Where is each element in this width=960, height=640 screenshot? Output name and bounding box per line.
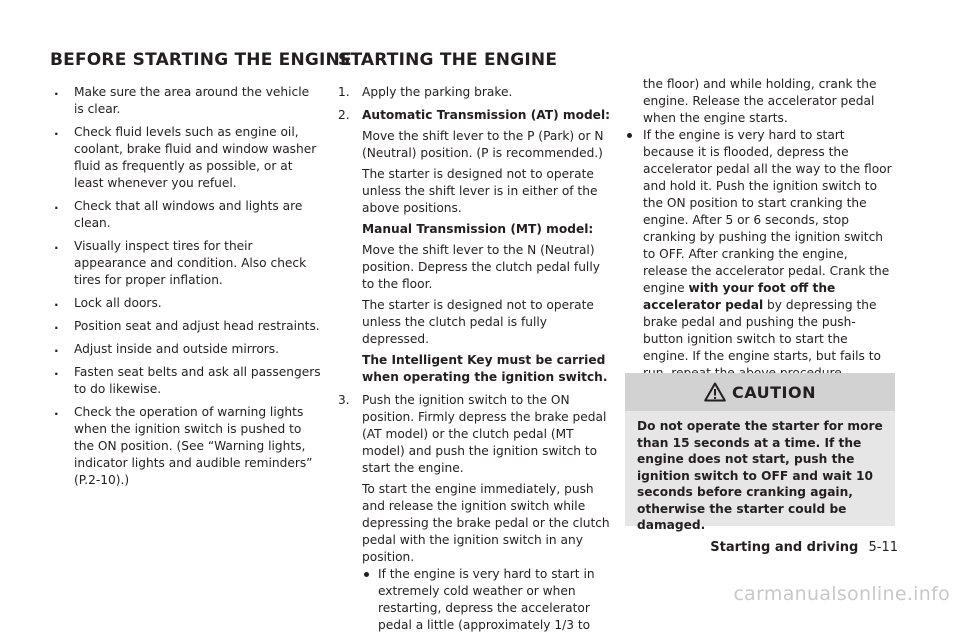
paragraph: To start the engine immediately, push and release the ignition switch while depressing the brake pedal or the clutch pedal with the ignition switch in any position.: [362, 482, 610, 564]
caution-box: [625, 373, 895, 532]
list-item: . Check the operation of warning lights when the ignition switch is pushed to the ON position. (See “Warning lights, indicator lights and audible reminders” (P.2-10).): [50, 404, 322, 489]
bullet-list: [625, 127, 895, 382]
bullet-emphasis: with your foot off the accelerator pedal: [643, 281, 836, 312]
watermark: carmanualsonline.info: [733, 583, 950, 605]
before-starting-column: [50, 50, 352, 495]
caution-title: CAUTION: [732, 382, 816, 402]
step-3: [338, 392, 613, 634]
list-item: . Make sure the area around the vehicle is clear.: [50, 84, 322, 118]
bullet-list: [362, 566, 613, 634]
list-item: . Lock all doors.: [50, 295, 322, 312]
list-item: [625, 127, 895, 382]
before-starting-heading: BEFORE STARTING THE ENGINE: [50, 50, 352, 70]
list-item: . Check that all windows and lights are clean.: [50, 198, 322, 232]
list-item: . Check fluid levels such as engine oil, coolant, brake fluid and window washer fluid as frequently as possible, or at least whenever you refuel.: [50, 124, 322, 192]
paragraph: Move the shift lever to the N (Neutral) position. Depress the clutch pedal fully to the floor.: [362, 243, 600, 291]
list-item: . Fasten seat belts and ask all passengers to do likewise.: [50, 364, 322, 398]
section-name: Starting and driving: [710, 540, 859, 555]
paragraph: Push the ignition switch to the ON position. Firmly depress the brake pedal (AT model) or the clutch pedal (MT model) and push the ignition switch to start the engine.: [362, 393, 607, 475]
steps-list: [338, 84, 613, 634]
step-text: Apply the parking brake.: [362, 85, 513, 99]
step-number: 3.: [338, 393, 350, 407]
warning-triangle-icon: [704, 382, 726, 402]
step-number: 2.: [338, 108, 350, 122]
starting-engine-column: [338, 50, 613, 640]
mt-model-heading: Manual Transmission (MT) model:: [362, 222, 594, 236]
list-item: If the engine is very hard to start in extremely cold weather or when restarting, depress the accelerator pedal a little (approximately 1/3 to: [362, 566, 613, 634]
page-number: 5-11: [868, 540, 898, 555]
page-footer: [710, 540, 898, 555]
paragraph: Move the shift lever to the P (Park) or N (Neutral) position. (P is recommended.): [362, 129, 604, 160]
step-1: [338, 84, 613, 101]
paragraph: The starter is designed not to operate unless the shift lever is in either of the above positions.: [362, 167, 598, 215]
list-item: . Visually inspect tires for their appearance and condition. Also check tires for proper inflation.: [50, 238, 322, 289]
step-number: 1.: [338, 85, 350, 99]
checklist: [50, 84, 322, 489]
starting-engine-heading: STARTING THE ENGINE: [338, 50, 558, 70]
caution-header: [625, 373, 895, 411]
continuation-column: [625, 76, 895, 382]
intelligent-key-note: The Intelligent Key must be carried when operating the ignition switch.: [362, 353, 608, 384]
caution-text: Do not operate the starter for more than 15 seconds at a time. If the engine does not start, push the ignition switch to OFF and wait 10 seconds before cranking again, otherwise the starter could be damaged.: [637, 419, 883, 532]
at-model-heading: Automatic Transmission (AT) model:: [362, 108, 610, 122]
list-item: . Adjust inside and outside mirrors.: [50, 341, 322, 358]
bullet-continuation: the floor) and while holding, crank the engine. Release the accelerator pedal when the engine starts.: [643, 77, 877, 125]
list-item: . Position seat and adjust head restraints.: [50, 318, 322, 335]
bullet-text: by depressing the brake pedal and pushing the push-button ignition switch to start the engine. If the engine starts, but fails to: [643, 298, 881, 363]
step-2: [338, 107, 613, 386]
paragraph: The starter is designed not to operate unless the clutch pedal is fully depressed.: [362, 298, 594, 346]
bullet-text: If the engine is very hard to start because it is flooded, depress the accelerator pedal all the way to the floor and hold it. Push the ignition switch to the ON position to start cranking the engine. After 5 or 6 seconds, stop cranking by pushing the ignition switch to OFF. After cranking the engine, release the accelerator pedal. Crank the engine: [643, 128, 892, 295]
